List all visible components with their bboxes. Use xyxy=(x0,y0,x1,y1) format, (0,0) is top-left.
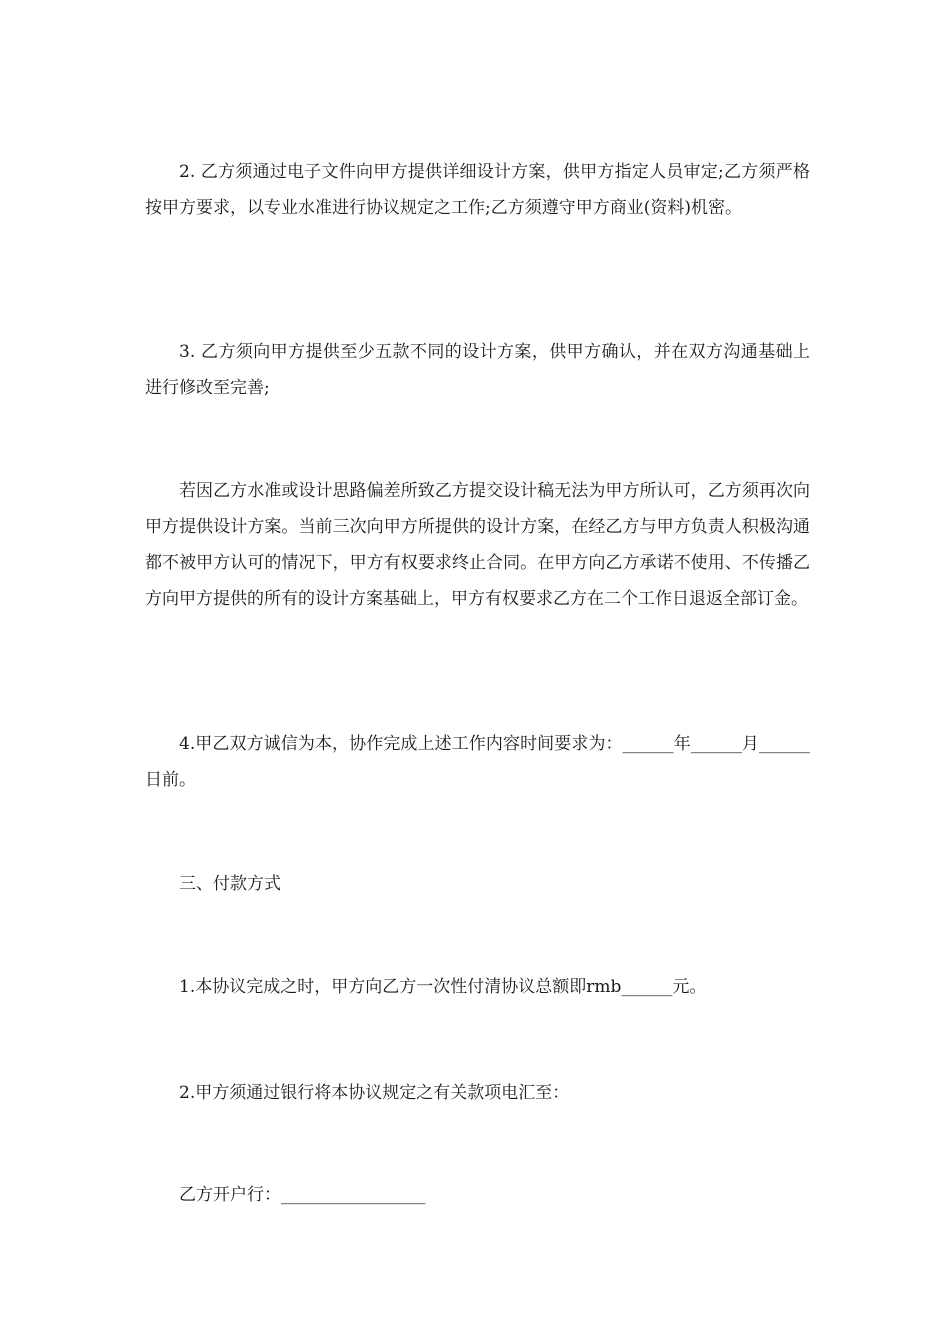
section-heading-payment: 三、付款方式 xyxy=(179,874,281,894)
payment-clause-2: 2.甲方须通过银行将本协议规定之有关款项电汇至： xyxy=(179,1083,570,1103)
clause-4-deadline: 4.甲乙双方诚信为本，协作完成上述工作内容时间要求为：______年______月______日前。 xyxy=(145,734,810,790)
clause-2-design-plan: 2. 乙方须通过电子文件向甲方提供详细设计方案，供甲方指定人员审定;乙方须严格按甲方要求，以专业水准进行协议规定之工作;乙方须遵守甲方商业(资料)机密。 xyxy=(145,162,810,218)
payment-clause-1: 1.本协议完成之时，甲方向乙方一次性付清协议总额即rmb______元。 xyxy=(179,977,707,997)
clause-redesign-terms: 若因乙方水准或设计思路偏差所致乙方提交设计稿无法为甲方所认可，乙方须再次向甲方提供设计方案。当前三次向甲方所提供的设计方案，在经乙方与甲方负责人积极沟通都不被甲方认可的情况下，甲方有权要求终止合同。在甲方向乙方承诺不使用、不传播乙方向甲方提供的所有的设计方案基础上，甲方有权要求乙方在二个工作日退返全部订金。 xyxy=(145,481,810,609)
clause-3-five-designs: 3. 乙方须向甲方提供至少五款不同的设计方案，供甲方确认，并在双方沟通基础上进行修改至完善; xyxy=(145,342,810,398)
bank-field-line: 乙方开户行：_________________ xyxy=(179,1185,426,1205)
